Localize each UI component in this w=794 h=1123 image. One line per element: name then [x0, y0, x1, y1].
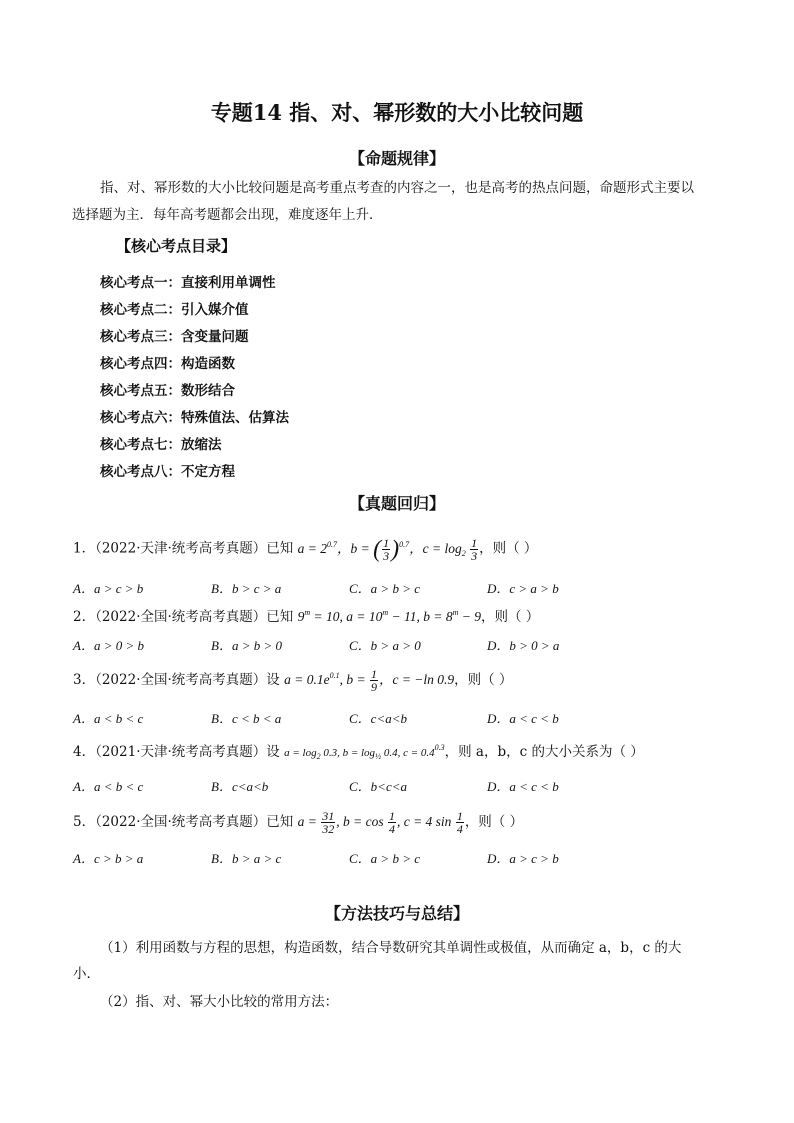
option-c[interactable]: C．b<c<a: [349, 779, 407, 794]
option-a[interactable]: A．a < b < c: [73, 711, 144, 726]
question-source: （2021·天津·统考高考真题）设: [95, 744, 280, 760]
method-item-2: （2）指、对、幂大小比较的常用方法：: [100, 994, 339, 1010]
formula: $9^m = 10$, $a = 10^m - 11$, $b = 8^m - 9$: [297, 608, 482, 624]
core-point-6: 核心考点六：特殊值法、估算法: [100, 410, 289, 426]
option-a[interactable]: A．c > b > a: [73, 851, 144, 866]
formula: $a = \log_2 0.3$, $b = \log_{\frac{1}{2}} 0.4$, $c = 0.4^{0.3}$: [284, 743, 445, 761]
question-4: [73, 740, 644, 761]
law-text-line-2: 选择题为主．每年高考题都会出现，难度逐年上升．: [72, 207, 383, 223]
method-item-1-line-1: （1）利用函数与方程的思想，构造函数，结合导数研究其单调性或极值，从而确定 a，b，c 的大: [100, 940, 682, 956]
question-tail: ，则（ ）: [479, 540, 538, 557]
option-c[interactable]: C．b > a > 0: [349, 638, 421, 653]
core-point-2: 核心考点二：引入媒介值: [100, 302, 249, 318]
law-text-line-1: 指、对、幂形数的大小比较问题是高考重点考查的内容之一，也是高考的热点问题，命题形式主要以: [100, 180, 694, 196]
page-title: 专题14 指、对、幂形数的大小比较问题: [210, 100, 584, 125]
core-points-heading: 【核心考点目录】: [116, 237, 237, 255]
option-b[interactable]: B．b > c > a: [211, 581, 282, 596]
question-1: [73, 536, 537, 563]
option-c[interactable]: C．a > b > c: [349, 581, 420, 596]
option-b[interactable]: B．b > a > c: [211, 851, 282, 866]
question-number: 4．: [73, 744, 96, 760]
method-heading: 【方法技巧与总结】: [324, 904, 469, 923]
question-tail: ，则（ ）: [481, 609, 540, 625]
option-a[interactable]: A．a > 0 > b: [73, 638, 144, 653]
core-point-3: 核心考点三：含变量问题: [100, 329, 249, 345]
real-exam-heading: 【真题回归】: [348, 494, 445, 513]
question-source: （2022·天津·统考高考真题）已知: [95, 540, 294, 557]
option-b[interactable]: B．a > b > 0: [211, 638, 282, 653]
question-5: [73, 810, 523, 835]
option-a[interactable]: A．a < b < c: [73, 779, 144, 794]
option-d[interactable]: D．c > a > b: [487, 581, 559, 596]
formula: $a = 2^{0.7}$，b = ( $\frac{1}{3}$ )$^{0.7}$，$c = \log_2$ $\frac{1}{3}$: [297, 536, 478, 563]
option-d[interactable]: D．b > 0 > a: [487, 638, 560, 653]
method-item-1-line-2: 小．: [73, 966, 100, 982]
option-a[interactable]: A．a > c > b: [73, 581, 144, 596]
question-2: [73, 605, 539, 625]
core-point-5: 核心考点五：数形结合: [100, 383, 235, 399]
option-c[interactable]: C．a > b > c: [349, 851, 420, 866]
question-tail: ，则（ ）: [464, 814, 524, 830]
option-d[interactable]: D．a < c < b: [487, 711, 559, 726]
formula: $a = 0.1e^{0.1}$, b = $\frac{1}{9}$ ，c = −ln 0.9: [284, 667, 455, 695]
question-source: （2022·全国·统考高考真题）已知: [95, 609, 294, 625]
formula: a = $\frac{31}{32}$ , b = cos $\frac{1}{4}$ , c = 4 sin $\frac{1}{4}$: [297, 809, 463, 837]
question-number: 1．: [73, 540, 96, 557]
question-number: 3．: [73, 672, 96, 688]
core-point-7: 核心考点七：放缩法: [100, 437, 222, 453]
core-point-8: 核心考点八：不定方程: [100, 464, 235, 480]
question-source: （2022·全国·统考高考真题）设: [95, 672, 280, 688]
core-point-1: 核心考点一：直接利用单调性: [100, 275, 276, 291]
law-heading: 【命题规律】: [348, 149, 445, 168]
question-number: 5．: [73, 814, 96, 830]
question-source: （2022·全国·统考高考真题）已知: [95, 814, 294, 830]
option-b[interactable]: B．c < b < a: [211, 711, 282, 726]
core-point-4: 核心考点四：构造函数: [100, 356, 235, 372]
option-d[interactable]: D．a > c > b: [487, 851, 559, 866]
option-d[interactable]: D．a < c < b: [487, 779, 559, 794]
option-b[interactable]: B．c<a<b: [211, 779, 269, 794]
question-tail: ，则 a，b，c 的大小关系为（ ）: [444, 744, 644, 760]
question-number: 2．: [73, 609, 96, 625]
question-3: [73, 668, 512, 693]
option-c[interactable]: C．c<a<b: [349, 711, 407, 726]
question-tail: ，则（ ）: [454, 672, 513, 688]
